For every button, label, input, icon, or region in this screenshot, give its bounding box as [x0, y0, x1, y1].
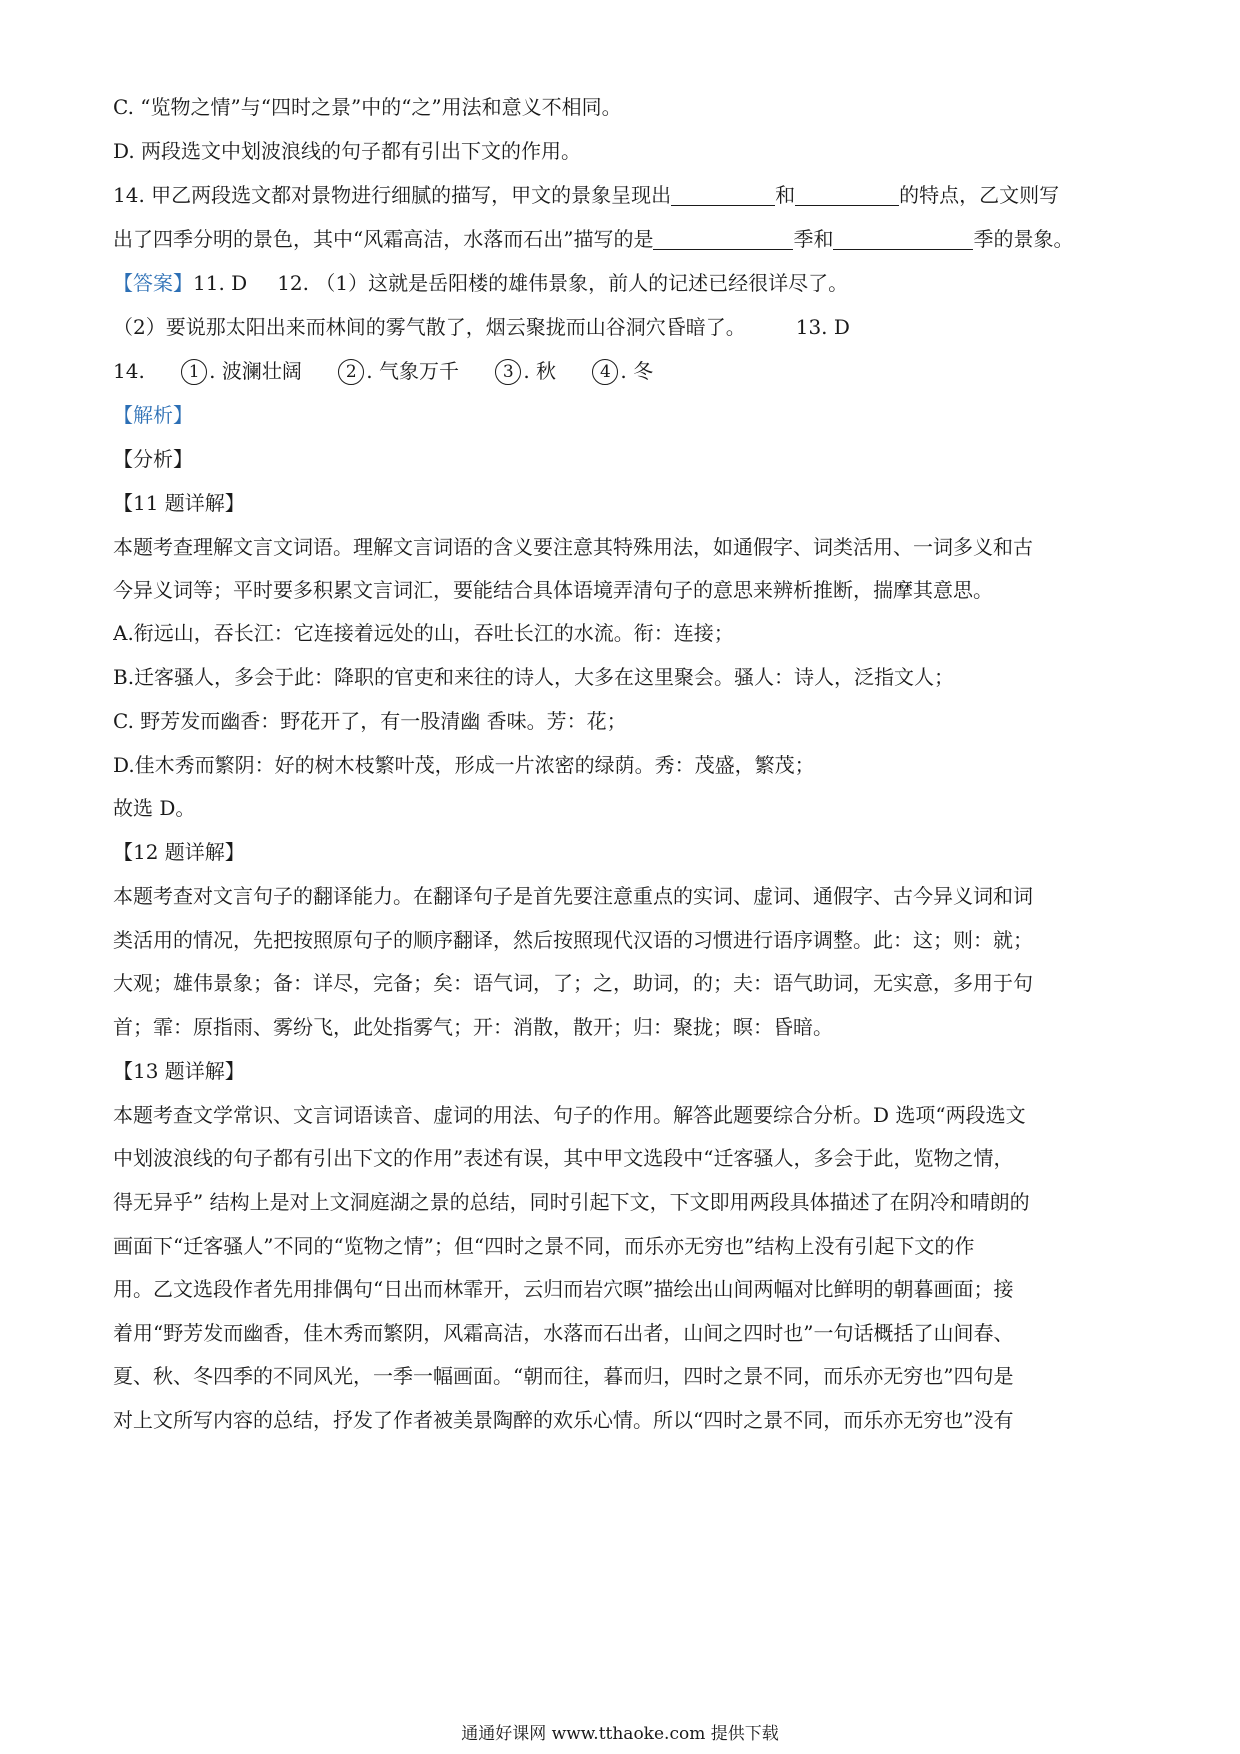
q14-text-part-2: 和 — [775, 183, 796, 207]
question-14-line-2 — [113, 224, 1133, 254]
q13-paragraph-line: 用。乙文选段作者先用排偶句“日出而林霏开，云归而岩穴暝”描绘出山间两幅对比鲜明的朝暮画面；接 — [113, 1277, 1014, 1301]
q12-paragraph-line: 大观；雄伟景象；备：详尽，完备；矣：语气词，了；之，助词，的；夫：语气助词，无实意，多用于句 — [113, 971, 1033, 995]
answer-13: 13. D — [795, 315, 850, 339]
q11-option-a: A.衔远山，吞长江：它连接着远处的山，吞吐长江的水流。衔：连接； — [113, 621, 734, 645]
answer-14-option-3 — [495, 359, 556, 383]
circled-number-3: 3 — [495, 359, 521, 385]
answer-blank-1 — [671, 183, 775, 206]
answer-tag: 【答案】 — [113, 271, 193, 295]
q11-option-c: C. 野芳发而幽香：野花开了，有一股清幽 香味。芳：花； — [113, 709, 627, 733]
answer-11: 11. D — [193, 271, 248, 295]
option-4-text: . 冬 — [620, 359, 654, 383]
option-2-text: . 气象万千 — [366, 359, 459, 383]
q12-paragraph-line: 首；霏：原指雨、雾纷飞，此处指雾气；开：消散，散开；归：聚拢；暝：昏暗。 — [113, 1015, 833, 1039]
q11-paragraph-line: 本题考查理解文言文词语。理解文言词语的含义要注意其特殊用法，如通假字、词类活用、一词多义和古 — [113, 535, 1033, 559]
q11-option-b: B.迁客骚人，多会于此：降职的官吏和来往的诗人，大多在这里聚会。骚人：诗人，泛指文人； — [113, 665, 955, 689]
q11-option-d: D.佳木秀而繁阴：好的树木枝繁叶茂，形成一片浓密的绿荫。秀：茂盛，繁茂； — [113, 753, 815, 777]
q12-paragraph-line: 类活用的情况，先把按照原句子的顺序翻译，然后按照现代汉语的习惯进行语序调整。此：这；则：就； — [113, 928, 1033, 952]
answer-14-option-1 — [181, 359, 302, 383]
q11-conclusion: 故选 D。 — [113, 796, 196, 820]
answer-line-2 — [113, 312, 1133, 342]
option-3-text: . 秋 — [523, 359, 557, 383]
q12-paragraph-line: 本题考查对文言句子的翻译能力。在翻译句子是首先要注意重点的实词、虚词、通假字、古今异义词和词 — [113, 884, 1033, 908]
answer-blank-4 — [833, 227, 973, 250]
q13-paragraph-line: 中划波浪线的句子都有引出下文的作用”表述有误，其中甲文选段中“迁客骚人，多会于此，览物之情， — [113, 1146, 1014, 1170]
q13-paragraph-line: 画面下“迁客骚人”不同的“览物之情”；但“四时之景不同，而乐亦无穷也”结构上没有引起下文的作 — [113, 1234, 975, 1258]
q14-text-part-3: 的特点，乙文则写 — [899, 183, 1060, 207]
q14-text-part-5: 季和 — [793, 227, 834, 251]
circled-number-4: 4 — [592, 359, 618, 385]
answer-blank-3 — [653, 227, 793, 250]
q13-paragraph-line: 着用“野芳发而幽香，佳木秀而繁阴，风霜高洁，水落而石出者，山间之四时也”一句话概括了山间春、 — [113, 1321, 1014, 1345]
q13-paragraph-line: 夏、秋、冬四季的不同风光，一季一幅画面。“朝而往，暮而归，四时之景不同，而乐亦无穷也”四句是 — [113, 1364, 1014, 1388]
question-14-line-1 — [113, 180, 1133, 210]
answer-line-3 — [113, 356, 1133, 386]
answer-line-1 — [113, 268, 1133, 298]
circled-number-1: 1 — [181, 359, 207, 385]
option-1-text: . 波澜壮阔 — [209, 359, 302, 383]
answer-14-option-4 — [592, 359, 653, 383]
q13-detail-heading: 【13 题详解】 — [113, 1059, 245, 1083]
answer-12-part-2: （2）要说那太阳出来而林间的雾气散了，烟云聚拢而山谷洞穴昏暗了。 — [113, 315, 746, 339]
q14-text-part-6: 季的景象。 — [973, 227, 1074, 251]
q13-paragraph-line: 得无异乎” 结构上是对上文洞庭湖之景的总结，同时引起下文，下文即用两段具体描述了在阴冷和晴朗的 — [113, 1190, 1030, 1214]
answer-blank-2 — [795, 183, 899, 206]
answer-14-label: 14. — [113, 359, 145, 383]
circled-number-2: 2 — [338, 359, 364, 385]
q13-paragraph-line: 对上文所写内容的总结，抒发了作者被美景陶醉的欢乐心情。所以“四时之景不同，而乐亦无穷也”没有 — [113, 1408, 1014, 1432]
q14-text-part-1: 14. 甲乙两段选文都对景物进行细腻的描写，甲文的景象呈现出 — [113, 183, 672, 207]
q12-detail-heading: 【12 题详解】 — [113, 840, 245, 864]
option-c-line: C. “览物之情”与“四时之景”中的“之”用法和意义不相同。 — [113, 95, 622, 119]
q11-paragraph-line: 今异义词等；平时要多积累文言词汇，要能结合具体语境弄清句子的意思来辨析推断，揣摩其意思。 — [113, 578, 993, 602]
fenxi-heading: 【分析】 — [113, 447, 193, 471]
page-footer: 通通好课网 www.tthaoke.com 提供下载 — [461, 1724, 779, 1744]
q13-paragraph-line: 本题考查文学常识、文言词语读音、虚词的用法、句子的作用。解答此题要综合分析。D 选项“两段选文 — [113, 1103, 1026, 1127]
answer-14-option-2 — [338, 359, 459, 383]
analysis-tag: 【解析】 — [113, 403, 193, 427]
q11-detail-heading: 【11 题详解】 — [113, 491, 245, 515]
option-d-line: D. 两段选文中划波浪线的句子都有引出下文的作用。 — [113, 139, 582, 163]
answer-12-part-1: 12. （1）这就是岳阳楼的雄伟景象，前人的记述已经很详尽了。 — [277, 271, 849, 295]
q14-text-part-4: 出了四季分明的景色，其中“风霜高洁，水落而石出”描写的是 — [113, 227, 654, 251]
